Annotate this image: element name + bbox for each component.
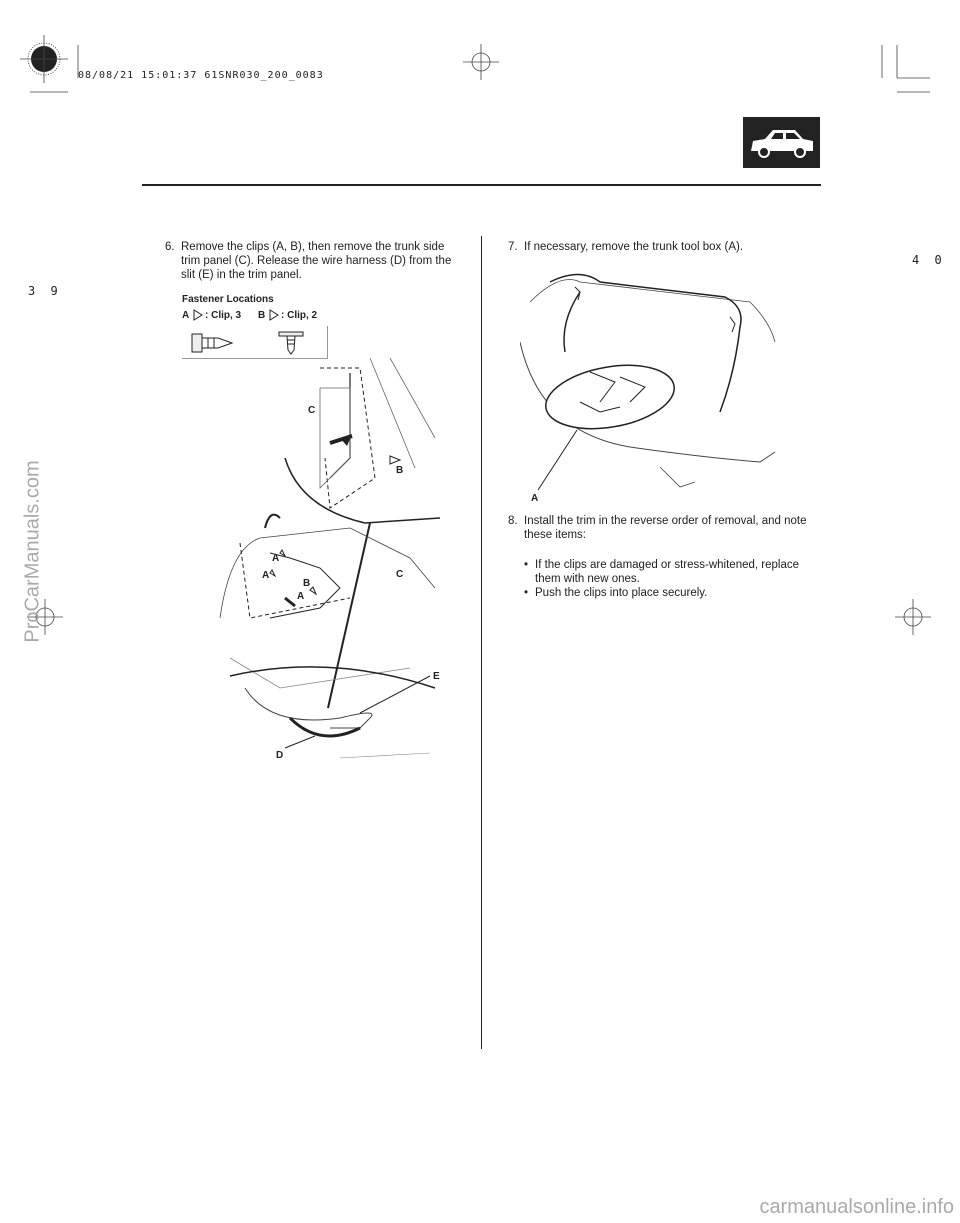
page-number-right: 4 0	[912, 253, 946, 267]
car-body-icon	[743, 117, 820, 168]
bullet-item	[524, 586, 804, 600]
callout-d: D	[276, 750, 284, 761]
triangle-a-icon	[193, 309, 203, 321]
fastener-box	[182, 308, 328, 359]
bullet-dot-icon: •	[524, 559, 529, 571]
footer-watermark: carmanualsonline.info	[759, 1196, 954, 1218]
print-stamp: 08/08/21 15:01:37 61SNR030_200_0083	[78, 70, 324, 81]
clip-b-icon	[277, 328, 307, 356]
triangle-b-icon	[269, 309, 279, 321]
crosshair-top-center-icon	[463, 44, 499, 80]
fastener-b-letter: B	[258, 310, 266, 321]
fastener-a-label: : Clip, 3	[205, 310, 242, 321]
callout-c-top: C	[308, 405, 316, 416]
bullet-list	[524, 558, 804, 600]
step-7-number: 7.	[508, 241, 518, 253]
crosshair-top-left-icon	[20, 35, 68, 83]
column-divider	[481, 236, 482, 1049]
step-8	[508, 514, 818, 542]
step-8-text: Install the trim in the reverse order of removal, and note these items:	[524, 515, 807, 541]
callout-a-right: A	[531, 493, 539, 504]
step-6	[165, 240, 465, 282]
callout-e: E	[433, 671, 440, 682]
bullet-item-text: If the clips are damaged or stress-whitened, replace them with new ones.	[535, 559, 799, 585]
bullet-item-text: Push the clips into place securely.	[535, 587, 708, 599]
page-number-left: 3 9	[28, 284, 62, 298]
callout-c-mid: C	[396, 569, 404, 580]
callout-a-2: A	[262, 570, 270, 581]
side-watermark: ProCarManuals.com	[21, 460, 44, 643]
crosshair-right-icon	[895, 599, 931, 635]
clip-a-icon	[188, 330, 238, 356]
callout-b-top: B	[396, 465, 404, 476]
step-7	[508, 240, 818, 254]
step-7-text: If necessary, remove the trunk tool box (A).	[524, 241, 744, 253]
fastener-title: Fastener Locations	[182, 294, 274, 305]
callout-b-mid: B	[303, 578, 311, 589]
trunk-tool-box-illustration	[520, 262, 780, 502]
bullet-item	[524, 558, 804, 586]
fastener-a-letter: A	[182, 310, 190, 321]
fastener-b-label: : Clip, 2	[281, 310, 318, 321]
step-6-text: Remove the clips (A, B), then remove the trunk side trim panel (C). Release the wire harness (D) from the slit (E) in the trim panel.	[181, 241, 452, 281]
callout-a-1: A	[272, 553, 280, 564]
callout-a-3: A	[297, 591, 305, 602]
bullet-dot-icon: •	[524, 587, 529, 599]
header-rule	[142, 184, 821, 186]
step-6-number: 6.	[165, 241, 175, 253]
step-8-number: 8.	[508, 515, 518, 527]
trunk-side-trim-illustration	[210, 358, 460, 778]
